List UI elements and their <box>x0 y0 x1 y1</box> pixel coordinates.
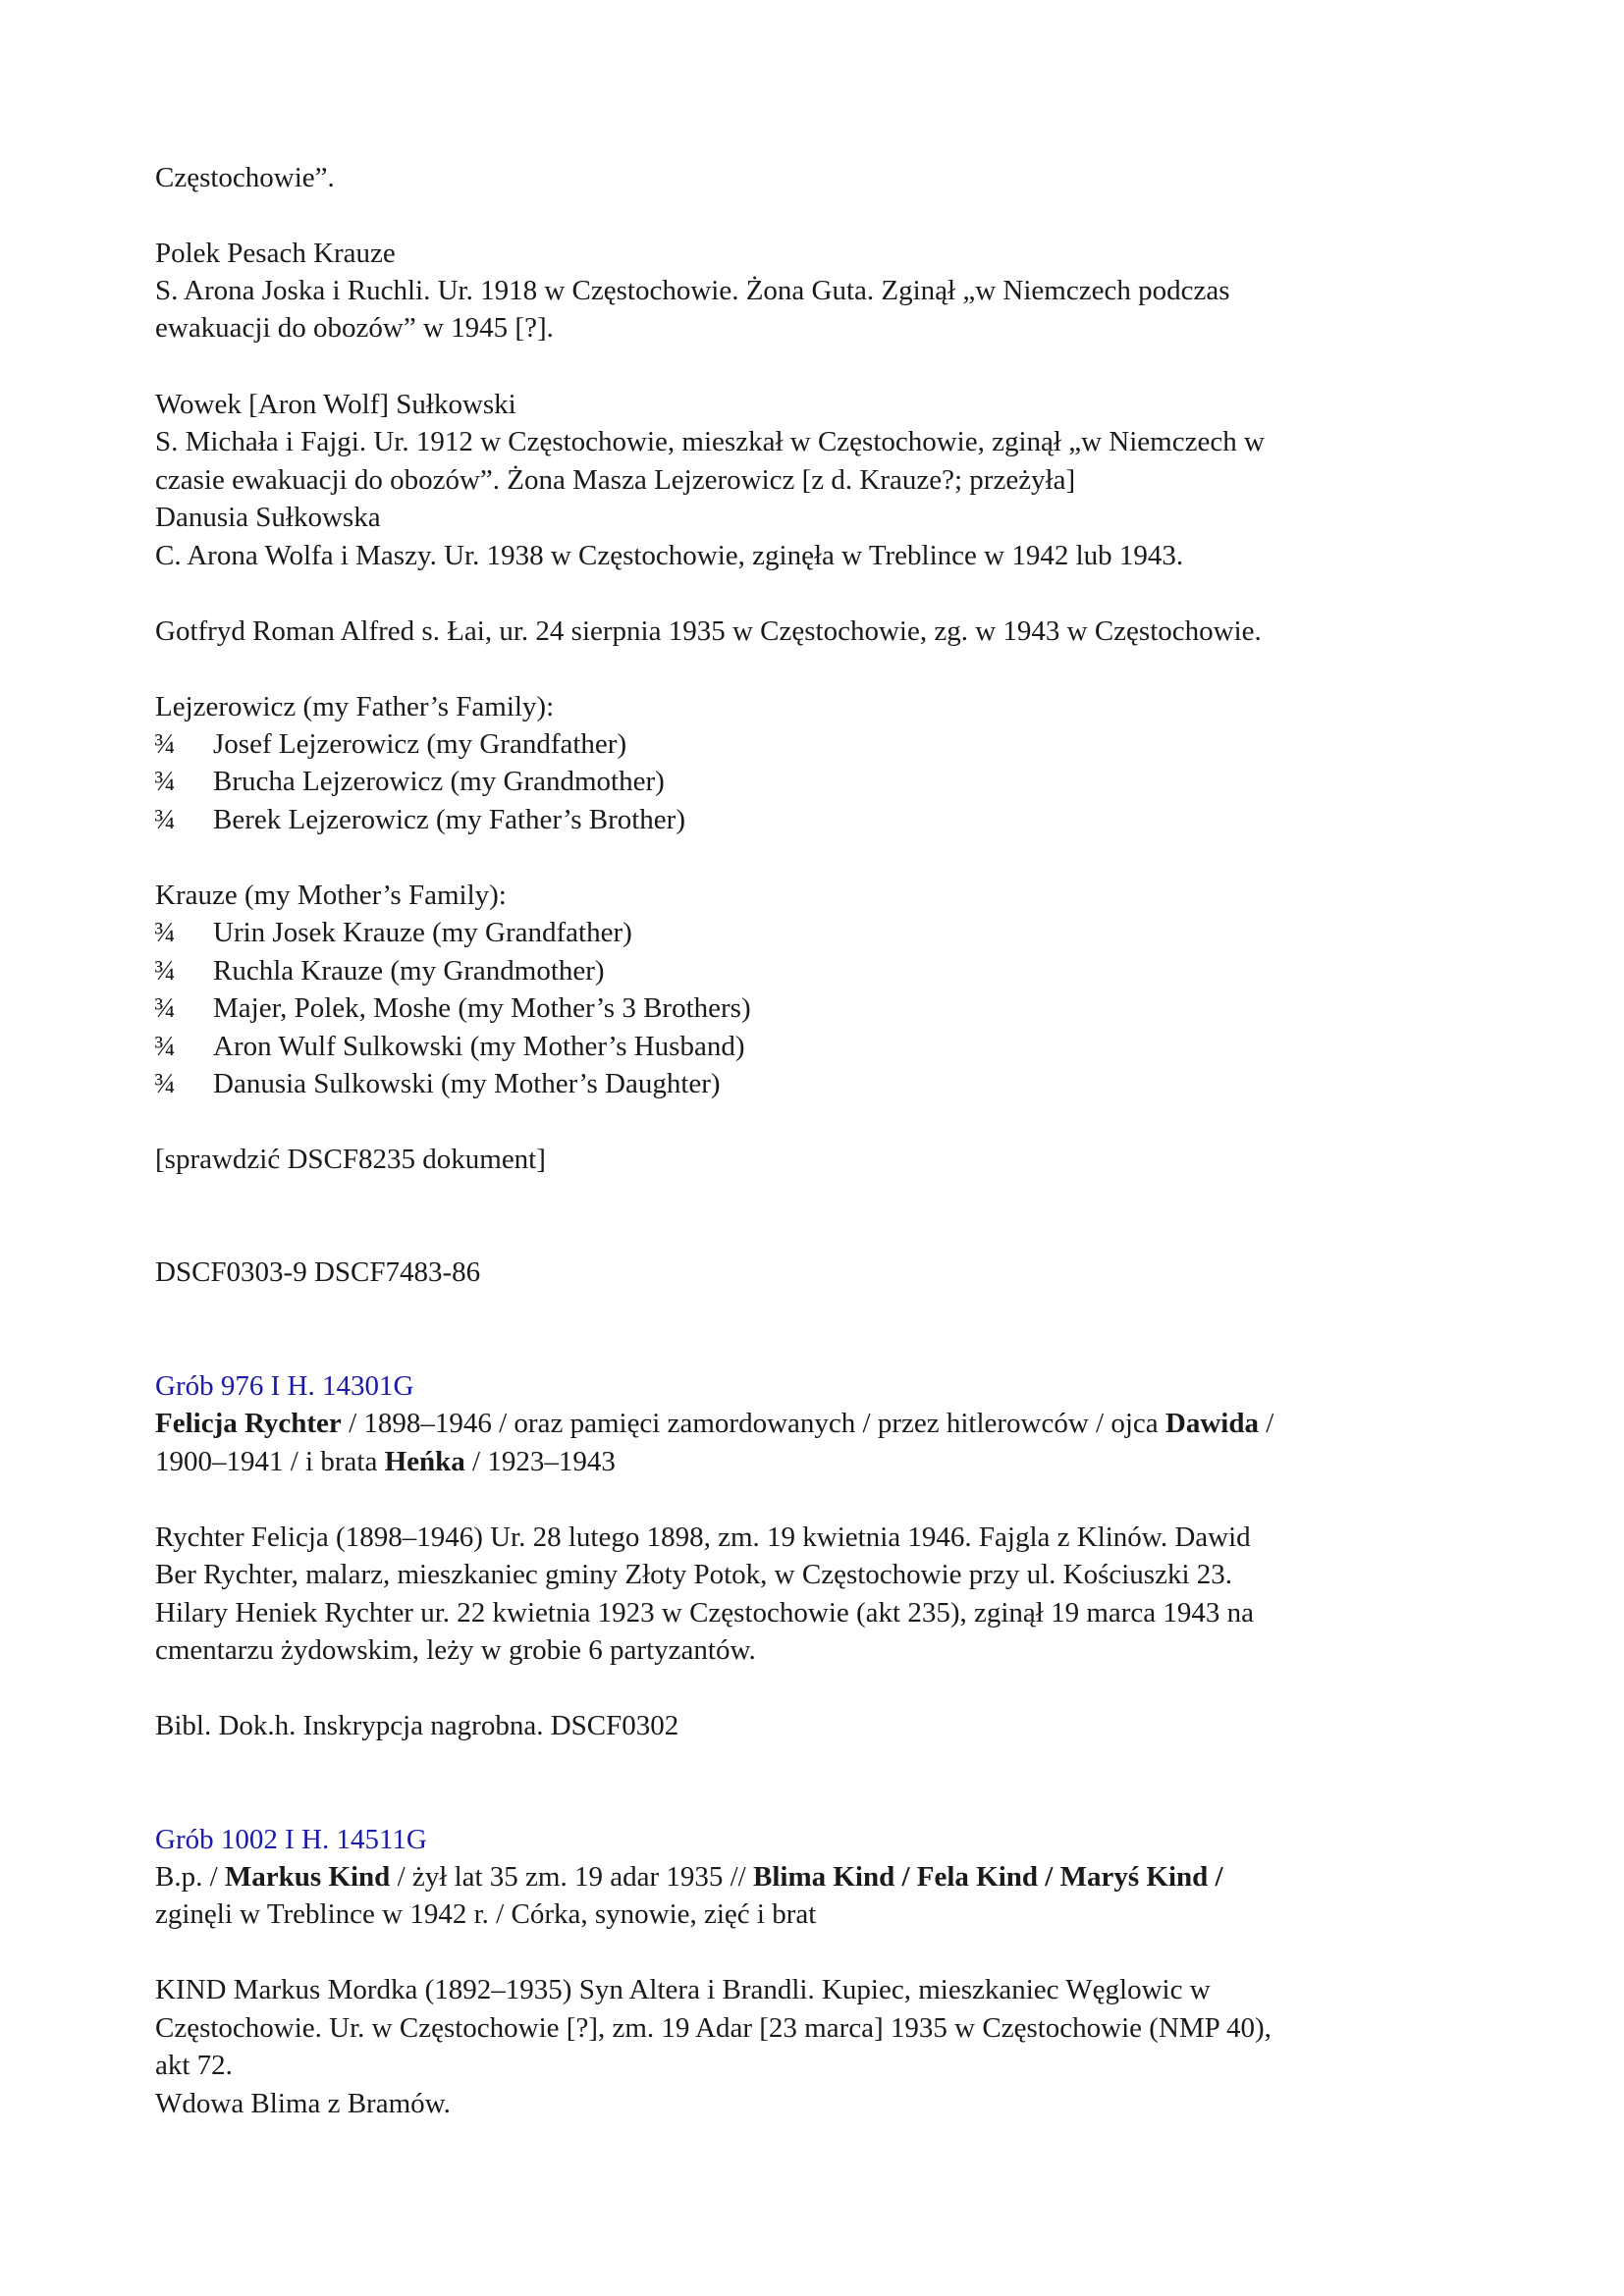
bullet: ¾ <box>154 1068 176 1099</box>
inscription-line <box>155 1409 1273 1440</box>
person-name-wowek: Wowek [Aron Wolf] Sułkowski <box>155 389 516 420</box>
inscription-name: Markus Kind <box>224 1861 391 1893</box>
bullet: ¾ <box>154 917 176 948</box>
list-item: Ruchla Krauze (my Grandmother) <box>213 955 605 987</box>
inscription-line <box>155 1862 1223 1894</box>
inscription-name: Felicja Rychter <box>155 1408 342 1439</box>
list-item: Josef Lejzerowicz (my Grandfather) <box>213 728 627 760</box>
text-line: S. Michała i Fajgi. Ur. 1912 w Częstochowie, mieszkał w Częstochowie, zginął „w Niemczech w <box>155 426 1265 457</box>
inscription-name: Heńka <box>384 1446 465 1477</box>
inscription-text: 1900–1941 / i brata <box>155 1446 385 1477</box>
text-line: Ber Rychter, malarz, mieszkaniec gminy Złoty Potok, w Częstochowie przy ul. Kościuszki 23. <box>155 1559 1233 1590</box>
inscription-line: zginęli w Treblince w 1942 r. / Córka, synowie, zięć i brat <box>155 1898 817 1930</box>
person-name-polek: Polek Pesach Krauze <box>155 238 396 269</box>
bullet: ¾ <box>154 1031 176 1062</box>
list-item: Danusia Sulkowski (my Mother’s Daughter) <box>213 1068 721 1099</box>
inscription-line <box>155 1447 616 1478</box>
list-item: Aron Wulf Sulkowski (my Mother’s Husband) <box>213 1031 745 1062</box>
inscription-name: Blima Kind / Fela Kind / Maryś Kind / <box>753 1861 1223 1893</box>
bullet: ¾ <box>154 955 176 987</box>
inscription-text: / 1923–1943 <box>464 1446 616 1477</box>
reference-text: DSCF0303-9 DSCF7483-86 <box>155 1256 481 1288</box>
bullet: ¾ <box>154 728 176 760</box>
inscription-name: Dawida <box>1164 1408 1259 1439</box>
bullet: ¾ <box>154 992 176 1024</box>
inscription-text: / <box>1258 1408 1274 1439</box>
section-heading-lejzerowicz: Lejzerowicz (my Father’s Family): <box>155 691 555 722</box>
note-text: [sprawdzić DSCF8235 dokument] <box>155 1144 546 1175</box>
list-item: Majer, Polek, Moshe (my Mother’s 3 Brothers) <box>213 992 751 1024</box>
bullet: ¾ <box>154 804 176 835</box>
text-line: Rychter Felicja (1898–1946) Ur. 28 lutego 1898, zm. 19 kwietnia 1946. Fajgla z Klinów. Dawid <box>155 1522 1251 1553</box>
text-line: Częstochowie”. <box>155 162 335 193</box>
list-item: Brucha Lejzerowicz (my Grandmother) <box>213 766 665 797</box>
grave-heading-1002: Grób 1002 I H. 14511G <box>155 1824 427 1855</box>
inscription-text: B.p. / <box>155 1861 225 1893</box>
bullet: ¾ <box>154 766 176 797</box>
section-heading-krauze: Krauze (my Mother’s Family): <box>155 880 507 911</box>
person-name-danusia: Danusia Sułkowska <box>155 502 381 533</box>
bibliography-text: Bibl. Dok.h. Inskrypcja nagrobna. DSCF0302 <box>155 1710 679 1741</box>
text-line: czasie ewakuacji do obozów”. Żona Masza Lejzerowicz [z d. Krauze?; przeżyła] <box>155 464 1076 496</box>
text-line: S. Arona Joska i Ruchli. Ur. 1918 w Częstochowie. Żona Guta. Zginął „w Niemczech podczas <box>155 275 1230 306</box>
text-line: C. Arona Wolfa i Maszy. Ur. 1938 w Częstochowie, zginęła w Treblince w 1942 lub 1943. <box>155 540 1184 571</box>
text-line: Hilary Heniek Rychter ur. 22 kwietnia 1923 w Częstochowie (akt 235), zginął 19 marca 1943 na <box>155 1597 1255 1629</box>
text-line: akt 72. <box>155 2050 233 2081</box>
grave-heading-976: Grób 976 I H. 14301G <box>155 1370 414 1402</box>
list-item: Berek Lejzerowicz (my Father’s Brother) <box>213 804 685 835</box>
text-line: ewakuacji do obozów” w 1945 [?]. <box>155 312 554 344</box>
text-line: Wdowa Blima z Bramów. <box>155 2088 451 2119</box>
inscription-text: / 1898–1946 / oraz pamięci zamordowanych / przez hitlerowców / ojca <box>341 1408 1165 1439</box>
list-item: Urin Josek Krauze (my Grandfather) <box>213 917 632 948</box>
text-line: Częstochowie. Ur. w Częstochowie [?], zm. 19 Adar [23 marca] 1935 w Częstochowie (NMP 40), <box>155 2012 1272 2044</box>
text-line: Gotfryd Roman Alfred s. Łai, ur. 24 sierpnia 1935 w Częstochowie, zg. w 1943 w Częstochowie. <box>155 615 1262 647</box>
text-line: cmentarzu żydowskim, leży w grobie 6 partyzantów. <box>155 1634 756 1666</box>
text-line: KIND Markus Mordka (1892–1935) Syn Altera i Brandli. Kupiec, mieszkaniec Węglowic w <box>155 1974 1211 2005</box>
inscription-text: / żył lat 35 zm. 19 adar 1935 // <box>390 1861 753 1893</box>
